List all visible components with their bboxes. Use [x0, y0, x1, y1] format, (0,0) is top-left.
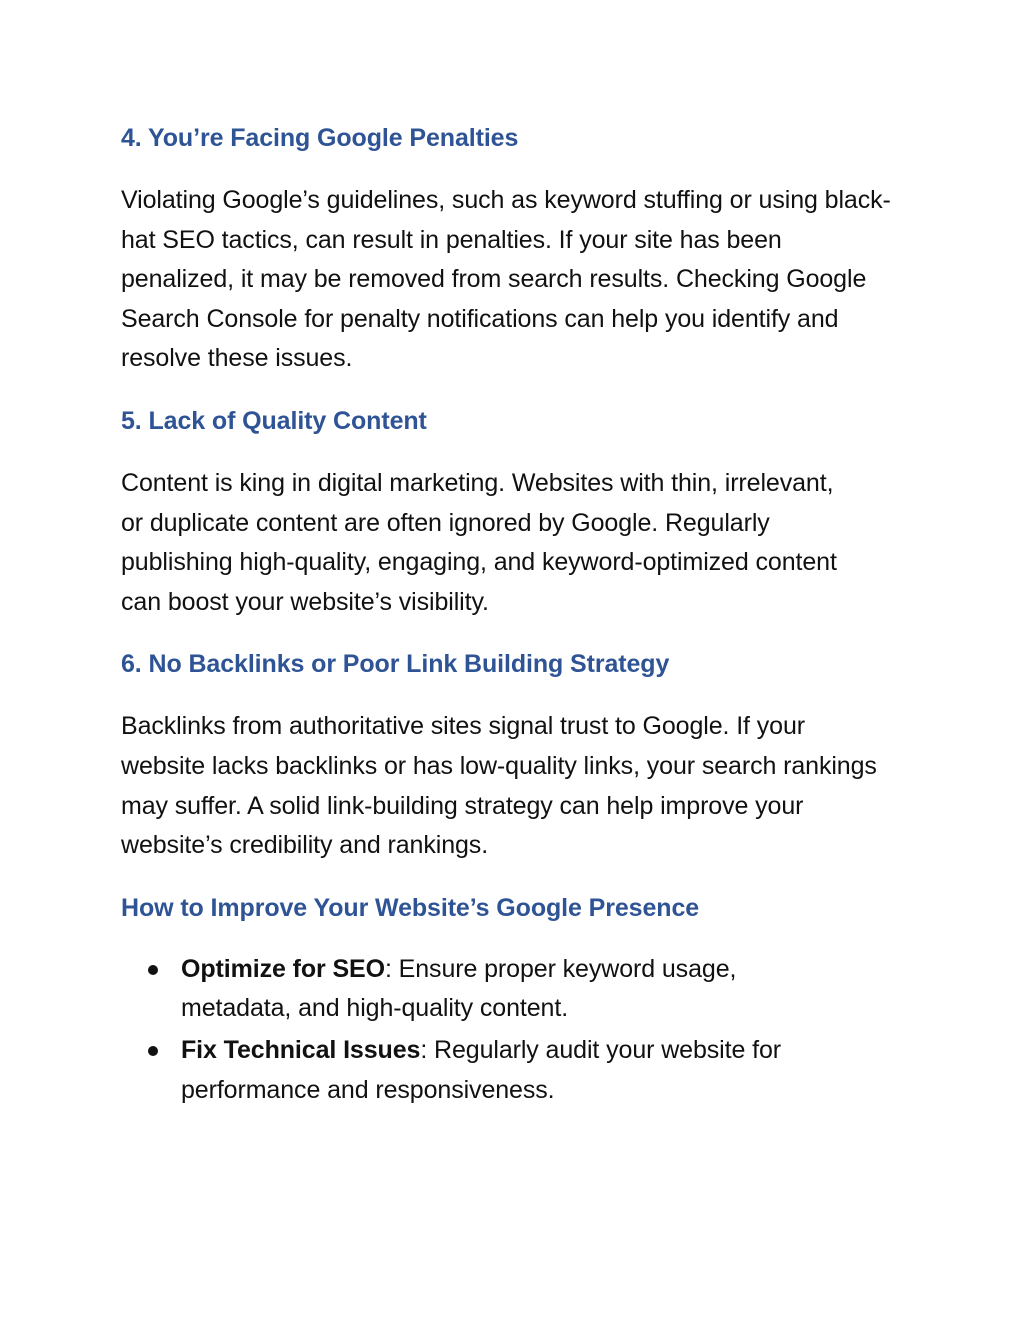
section-heading-quality-content: 5. Lack of Quality Content [121, 406, 427, 435]
improve-heading: How to Improve Your Website’s Google Presence [121, 893, 700, 922]
bullet-dot-icon [148, 1046, 158, 1056]
bullet-term: Optimize for SEO [181, 954, 385, 983]
section-body-google-penalties: Violating Google’s guidelines, such as keyword stuffing or using black-hat SEO tactics, can result in penalties. If your site has been penalized, it may be removed from search results. Checking Google Search Console for penalty notifications can help you identify and resolve these issues. [121, 186, 891, 373]
section-heading-backlinks: 6. No Backlinks or Poor Link Building Strategy [121, 650, 670, 679]
list-item [181, 950, 801, 1029]
bullet-term: Fix Technical Issues [181, 1035, 421, 1064]
document-page [121, 118, 901, 1112]
section-body-backlinks: Backlinks from authoritative sites signal trust to Google. If your website lacks backlinks or has low-quality links, your search rankings may suffer. A solid link-building strategy can help improve your website’s credibility and rankings. [121, 712, 877, 860]
section-body-quality-content: Content is king in digital marketing. Websites with thin, irrelevant, or duplicate content are often ignored by Google. Regularly publishing high-quality, engaging, and keyword-optimized content can boost your website’s visibility. [121, 468, 837, 616]
bullet-text: : Ensure proper keyword usage, metadata, and high-quality content. [181, 954, 737, 1023]
bullet-text: : Regularly audit your website for performance and responsiveness. [181, 1035, 781, 1104]
list-item [181, 1031, 841, 1110]
section-heading-google-penalties: 4. You’re Facing Google Penalties [121, 124, 519, 152]
bullet-dot-icon [148, 965, 158, 975]
improve-bullet-list [121, 950, 901, 1110]
